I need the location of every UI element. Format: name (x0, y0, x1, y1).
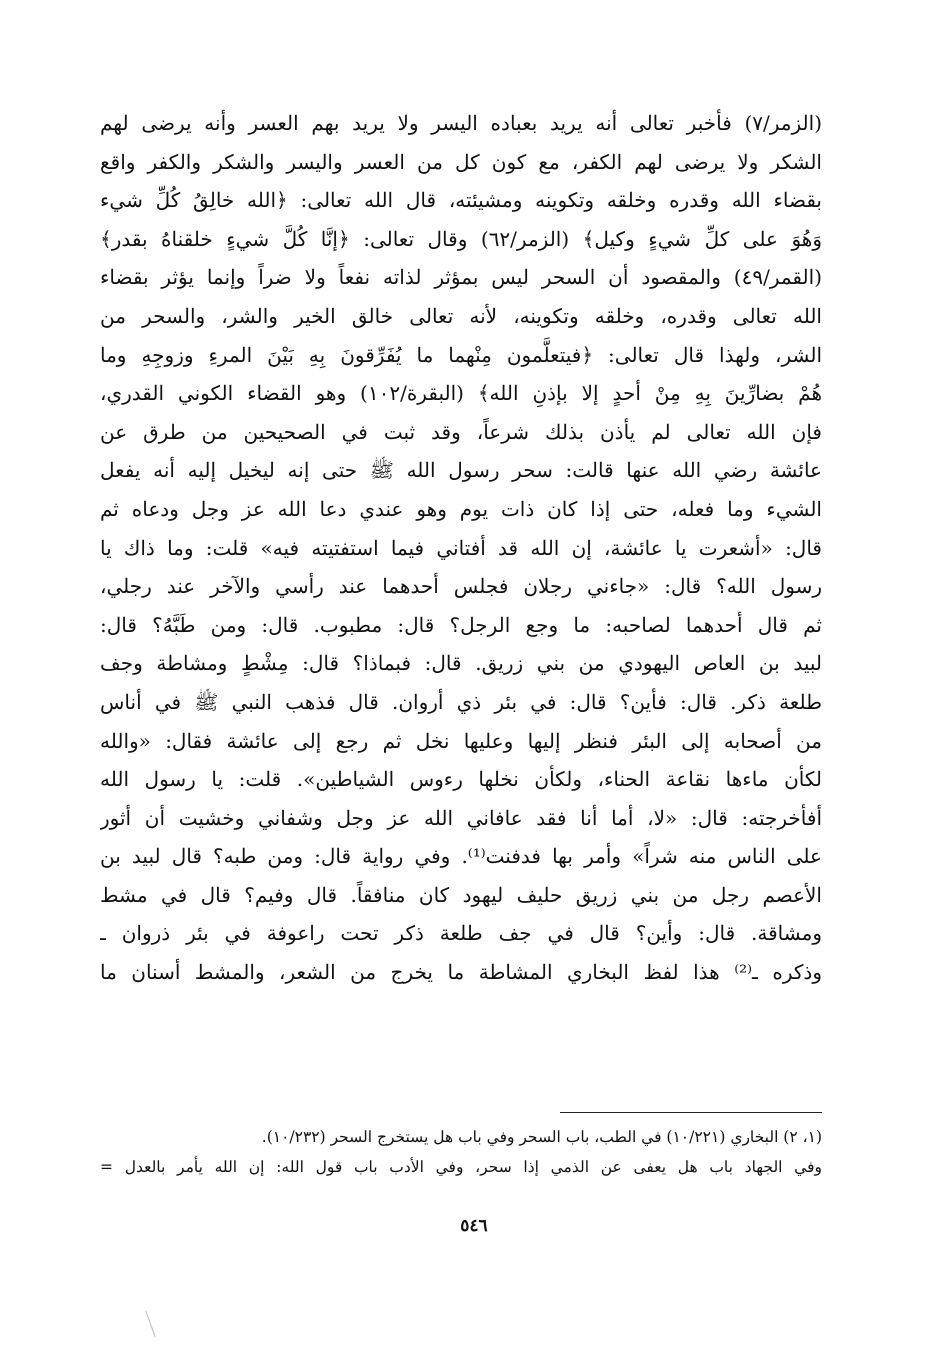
text-line: الله تعالى وقدره، وخلقه وتكوينه، لأنه تعالى خالق الخير والشر، والسحر من (100, 303, 822, 328)
page-number: ٥٤٦ (460, 1216, 488, 1236)
main-text (100, 104, 822, 992)
text-line: بقضاء الله وقدره وخلقه وتكوينه ومشيئته، قال الله تعالى: ﴿الله خالِقُ كُلِّ شيء (100, 188, 822, 213)
text-line: من أصحابه إلى البئر فنظر إليها وعليها نخل ثم رجع إلى عائشة فقال: «والله (100, 728, 822, 753)
text-line: وذكره ـ⁽²⁾ هذا لفظ البخاري المشاطة ما يخرج من الشعر، والمشط أسنان ما (100, 960, 822, 985)
text-line: الشكر ولا يرضى لهم الكفر، مع كون كل من العسر واليسر والشكر والكفر واقع (100, 149, 822, 174)
text-line: طلعة ذكر. قال: فأين؟ قال: في بئر ذي أروان. قال فذهب النبي ﷺ في أناس (100, 689, 822, 714)
footnote-divider (560, 1112, 822, 1113)
scan-mark (145, 1311, 156, 1338)
text-line: ثم قال أحدهما لصاحبه: ما وجع الرجل؟ قال: مطبوب. قال: ومن طَبَّهُ؟ قال: (100, 612, 822, 637)
footnote-line: (١، ٢) البخاري (١٠/٢٢١) في الطب، باب السحر وفي باب هل يستخرج السحر (١٠/٢٣٢). (261, 1128, 822, 1146)
text-line: وَهُوَ على كلِّ شيءٍ وكيل﴾ (الزمر/٦٢) وقال تعالى: ﴿إنَّا كُلَّ شيءٍ خلقناهُ بقدر﴾ (100, 226, 822, 251)
text-line: عائشة رضي الله عنها قالت: سحر رسول الله ﷺ حتى إنه ليخيل إليه أنه يفعل (100, 458, 822, 483)
text-line: ومشاقة. قال: وأين؟ قال في جف طلعة ذكر تحت راعوفة في بئر ذروان ـ (100, 921, 822, 946)
text-line: رسول الله؟ قال: «جاءني رجلان فجلس أحدهما عند رأسي والآخر عند رجلي، (100, 574, 822, 599)
text-line: (القمر/٤٩) والمقصود أن السحر ليس بمؤثر لذاته نفعاً ولا ضراً وإنما يؤثر بقضاء (100, 265, 822, 290)
text-line: أفأخرجته: قال: «لا، أما أنا فقد عافاني الله عز وجل وشفاني وخشيت أن أثور (100, 805, 822, 830)
text-line: (الزمر/٧) فأخبر تعالى أنه يريد بعباده اليسر ولا يريد بهم العسر وأنه يرضى لهم (100, 111, 822, 135)
text-line: قال: «أشعرت يا عائشة، إن الله قد أفتاني فيما استفتيته فيه» قلت: وما ذاك يا (100, 535, 822, 560)
text-line: الشيء وما فعله، حتى إذا كان ذات يوم وهو عندي دعا الله عز وجل ودعاه ثم (100, 496, 822, 521)
text-line: الأعصم رجل من بني زريق حليف ليهود كان منافقاً. قال وفيم؟ قال في مشط (100, 882, 822, 907)
text-line: هُمْ بضارِّينَ بِهِ مِنْ أحدٍ إلا بإذنِ الله﴾ (البقرة/١٠٢) وهو القضاء الكوني القدري، (100, 381, 822, 406)
text-line: لبيد بن العاص اليهودي من بني زريق. قال: فبماذا؟ قال: مِشْطٍ ومشاطة وجف (100, 651, 822, 676)
text-line: فإن الله تعالى لم يأذن بذلك شرعاً، وقد ثبت في الصحيحين من طرق عن (100, 419, 822, 444)
footnotes (100, 1122, 822, 1182)
footnote-line: وفي الجهاد باب هل يعفى عن الذمي إذا سحر، وفي الأدب باب قول الله: إن الله يأمر بالعدل = (100, 1158, 822, 1176)
text-line: الشر، ولهذا قال تعالى: ﴿فيتعلَّمون مِنْهما ما يُفَرِّقونَ بِهِ بَيْنَ المرءِ وزوجِهِ وما (100, 342, 822, 367)
text-line: لكأن ماءها نقاعة الحناء، ولكأن نخلها رءوس الشياطين». قلت: يا رسول الله (100, 767, 822, 792)
text-line: على الناس منه شراً» وأمر بها فدفنت⁽¹⁾. وفي رواية قال: ومن طبه؟ قال لبيد بن (100, 844, 822, 869)
